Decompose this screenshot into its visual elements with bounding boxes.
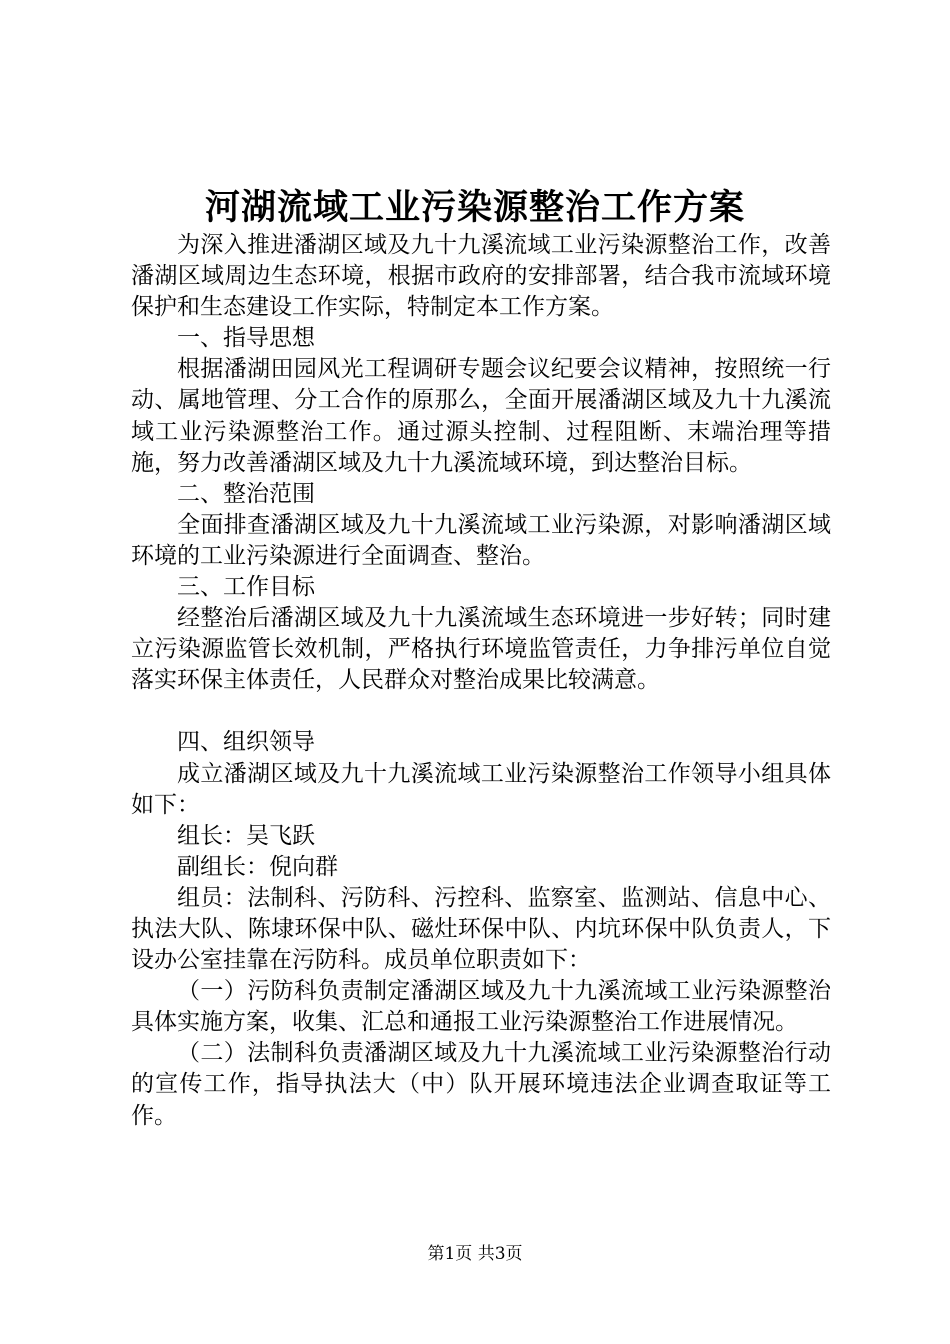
team-leader-line: 组长：吴飞跃: [177, 822, 315, 849]
section-heading-guiding-ideology: 一、指导思想: [177, 325, 315, 352]
section-heading-scope: 二、整治范围: [177, 480, 315, 507]
section-paragraph: 经整治后潘湖区域及九十九溪流域生态环境进一步好转；同时建立污染源监管长效机制，严格执行环境监管责任，力争排污单位自觉落实环保主体责任，人民群众对整治成果比较满意。: [131, 605, 831, 694]
duty-paragraph-1: （一）污防科负责制定潘湖区域及九十九溪流域工业污染源整治具体实施方案，收集、汇总和通报工业污染源整治工作进展情况。: [131, 978, 831, 1036]
page-number-footer: 第1页 共3页: [427, 1244, 523, 1264]
document-title: 河湖流域工业污染源整治工作方案: [204, 187, 745, 228]
section-paragraph: 根据潘湖田园风光工程调研专题会议纪要会议精神，按照统一行动、属地管理、分工合作的原那么，全面开展潘湖区域及九十九溪流域工业污染源整治工作。通过源头控制、过程阻断、末端治理等措施，努力改善潘湖区域及九十九溪流域环境，到达整治目标。: [131, 356, 831, 476]
section-paragraph: 成立潘湖区域及九十九溪流域工业污染源整治工作领导小组具体如下：: [131, 760, 831, 818]
document-body: [131, 230, 831, 1132]
duty-paragraph-2: （二）法制科负责潘湖区域及九十九溪流域工业污染源整治行动的宣传工作，指导执法大（中）队开展环境违法企业调查取证等工作。: [131, 1040, 831, 1129]
members-paragraph: 组员：法制科、污防科、污控科、监察室、监测站、信息中心、执法大队、陈埭环保中队、磁灶环保中队、内坑环保中队负责人，下设办公室挂靠在污防科。成员单位职责如下：: [131, 884, 831, 974]
section-heading-leadership: 四、组织领导: [177, 729, 315, 756]
section-heading-goals: 三、工作目标: [177, 574, 315, 601]
blank-line: [131, 696, 831, 727]
deputy-leader-line: 副组长：倪向群: [177, 853, 338, 880]
intro-paragraph: 为深入推进潘湖区域及九十九溪流域工业污染源整治工作，改善潘湖区域周边生态环境，根据市政府的安排部署，结合我市流域环境保护和生态建设工作实际，特制定本工作方案。: [131, 232, 831, 321]
section-paragraph: 全面排查潘湖区域及九十九溪流域工业污染源，对影响潘湖区域环境的工业污染源进行全面调查、整治。: [131, 511, 831, 569]
